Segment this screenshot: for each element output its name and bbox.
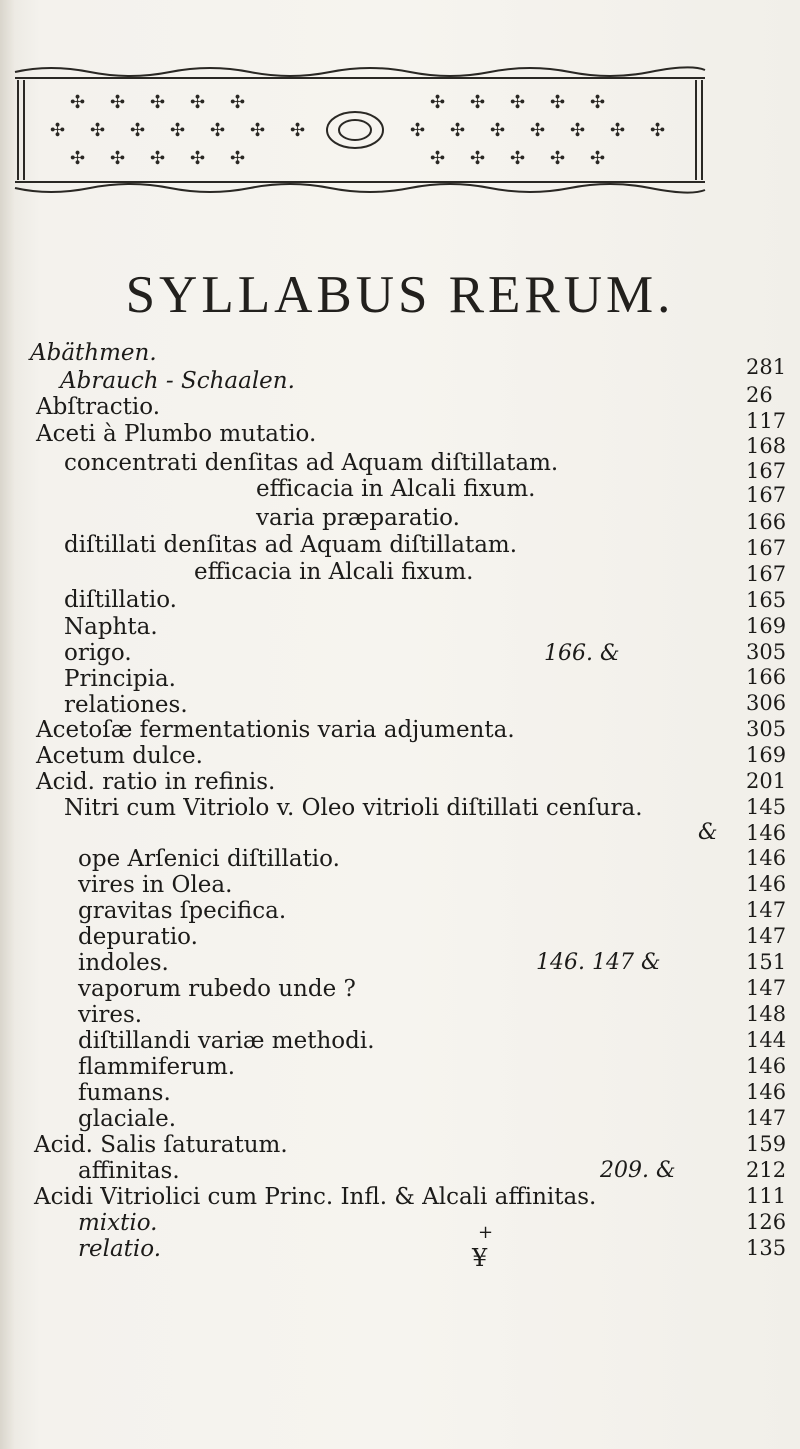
entry-text: diſtillatio. bbox=[64, 587, 177, 613]
entry-text: glaciale. bbox=[78, 1106, 177, 1132]
entry-text: Acetoſæ fermentationis varia adjumenta. bbox=[36, 717, 515, 743]
entry-page: 144 bbox=[746, 1028, 787, 1052]
entry-text: Acetum dulce. bbox=[36, 743, 203, 769]
svg-text:✣: ✣ bbox=[570, 120, 586, 141]
entry-text: mixtio. bbox=[78, 1210, 158, 1236]
svg-text:✣: ✣ bbox=[470, 92, 486, 113]
entry-page: 212 bbox=[746, 1158, 787, 1182]
entry-text: efficacia in Alcali fixum. bbox=[256, 476, 536, 502]
signature: ¥ bbox=[472, 1244, 488, 1272]
svg-text:✣: ✣ bbox=[90, 120, 106, 141]
entry-page: 159 bbox=[746, 1132, 787, 1156]
svg-text:✣: ✣ bbox=[550, 148, 566, 169]
entry-text: Acid. Salis ſaturatum. bbox=[34, 1132, 288, 1158]
svg-text:✣: ✣ bbox=[50, 120, 66, 141]
svg-text:✣: ✣ bbox=[170, 120, 186, 141]
entry-page: 281 bbox=[746, 355, 787, 379]
svg-text:✣: ✣ bbox=[110, 92, 126, 113]
svg-text:✣: ✣ bbox=[590, 148, 606, 169]
entry-page: 169 bbox=[746, 614, 787, 638]
entry-page: 147 bbox=[746, 976, 787, 1000]
svg-text:✣: ✣ bbox=[610, 120, 626, 141]
svg-text:✣: ✣ bbox=[210, 120, 226, 141]
svg-text:✣: ✣ bbox=[130, 120, 146, 141]
entry-extra: & bbox=[698, 820, 718, 845]
svg-text:✣: ✣ bbox=[190, 92, 206, 113]
svg-text:✣: ✣ bbox=[430, 92, 446, 113]
entry-extra: 146. 147 & bbox=[536, 950, 661, 975]
entry-text: fumans. bbox=[78, 1080, 171, 1106]
entry-text: Abrauch - Schaalen. bbox=[60, 368, 295, 394]
signature-mark: + bbox=[478, 1222, 494, 1243]
entry-text: flammiferum. bbox=[78, 1054, 236, 1080]
entry-page: 166 bbox=[746, 665, 787, 689]
entry-page: 169 bbox=[746, 743, 787, 767]
entry-text: Acid. ratio in refinis. bbox=[36, 769, 276, 795]
entry-page: 167 bbox=[746, 536, 787, 560]
entry-page: 167 bbox=[746, 483, 787, 507]
entry-page: 146 bbox=[746, 1054, 787, 1078]
entry-text: Naphta. bbox=[64, 614, 158, 640]
entry-text: relatio. bbox=[78, 1236, 162, 1262]
entry-text: origo. bbox=[64, 640, 132, 666]
entry-extra: 209. & bbox=[600, 1158, 676, 1183]
entry-text: Abſtractio. bbox=[36, 394, 161, 420]
svg-text:✣: ✣ bbox=[150, 92, 166, 113]
entry-page: 135 bbox=[746, 1236, 787, 1260]
svg-text:✣: ✣ bbox=[230, 92, 246, 113]
svg-text:✣: ✣ bbox=[550, 92, 566, 113]
entry-page: 167 bbox=[746, 459, 787, 483]
entry-page: 26 bbox=[746, 383, 773, 407]
svg-text:✣: ✣ bbox=[530, 120, 546, 141]
entry-page: 145 bbox=[746, 795, 787, 819]
svg-text:✣: ✣ bbox=[190, 148, 206, 169]
entry-page: 305 bbox=[746, 717, 787, 741]
entry-page: 305 bbox=[746, 640, 787, 664]
entry-text: Nitri cum Vitriolo v. Oleo vitrioli diſtillati cenſura. bbox=[64, 795, 643, 821]
entry-text: affinitas. bbox=[78, 1158, 180, 1184]
entry-text: Principia. bbox=[64, 666, 176, 692]
entry-page: 147 bbox=[746, 1106, 787, 1130]
svg-text:✣: ✣ bbox=[450, 120, 466, 141]
svg-text:✣: ✣ bbox=[590, 92, 606, 113]
entry-text: indoles. bbox=[78, 950, 169, 976]
svg-text:✣: ✣ bbox=[110, 148, 126, 169]
entry-page: 146 bbox=[746, 1080, 787, 1104]
entry-text: Aceti à Plumbo mutatio. bbox=[36, 421, 317, 447]
entry-page: 146 bbox=[746, 846, 787, 870]
entry-page: 201 bbox=[746, 769, 787, 793]
entry-text: vires. bbox=[78, 1002, 143, 1028]
entry-page: 166 bbox=[746, 510, 787, 534]
entry-extra: 166. & bbox=[544, 641, 620, 666]
svg-text:✣: ✣ bbox=[430, 148, 446, 169]
entry-page: 148 bbox=[746, 1002, 787, 1026]
entry-text: relationes. bbox=[64, 692, 188, 718]
entry-text: ope Arſenici diſtillatio. bbox=[78, 846, 340, 872]
svg-text:✣: ✣ bbox=[490, 120, 506, 141]
svg-text:✣: ✣ bbox=[70, 92, 86, 113]
page-edge bbox=[0, 0, 14, 1449]
entry-text: vaporum rubedo unde ? bbox=[78, 976, 356, 1002]
entry-page: 146 bbox=[746, 872, 787, 896]
svg-text:✣: ✣ bbox=[410, 120, 426, 141]
entry-page: 117 bbox=[746, 409, 787, 433]
entry-page: 151 bbox=[746, 950, 787, 974]
ornamental-header-border bbox=[10, 60, 710, 200]
entry-page: 126 bbox=[746, 1210, 787, 1234]
entry-text: depuratio. bbox=[78, 924, 198, 950]
entry-text: vires in Olea. bbox=[78, 872, 233, 898]
entry-text: gravitas ſpecifica. bbox=[78, 898, 287, 924]
entry-page: 168 bbox=[746, 434, 787, 458]
svg-text:✣: ✣ bbox=[230, 148, 246, 169]
entry-text: efficacia in Alcali fixum. bbox=[194, 559, 474, 585]
entry-text: Acidi Vitriolici cum Princ. Infl. & Alcali affinitas. bbox=[34, 1184, 597, 1210]
entry-page: 111 bbox=[746, 1184, 787, 1208]
svg-text:✣: ✣ bbox=[650, 120, 666, 141]
svg-text:✣: ✣ bbox=[70, 148, 86, 169]
entry-page: 306 bbox=[746, 691, 787, 715]
entry-page: 146 bbox=[746, 821, 787, 845]
entry-page: 147 bbox=[746, 924, 787, 948]
svg-text:✣: ✣ bbox=[150, 148, 166, 169]
entry-text: concentrati denſitas ad Aquam diſtillatam. bbox=[64, 450, 559, 476]
svg-text:✣: ✣ bbox=[510, 148, 526, 169]
page-title: SYLLABUS RERUM. bbox=[125, 266, 675, 324]
entry-text: diſtillati denſitas ad Aquam diſtillatam. bbox=[64, 532, 518, 558]
svg-text:✣: ✣ bbox=[470, 148, 486, 169]
svg-text:✣: ✣ bbox=[510, 92, 526, 113]
entry-page: 167 bbox=[746, 562, 787, 586]
entry-text: varia præparatio. bbox=[256, 505, 460, 531]
svg-text:✣: ✣ bbox=[290, 120, 306, 141]
entry-page: 165 bbox=[746, 588, 787, 612]
entry-page: 147 bbox=[746, 898, 787, 922]
svg-text:✣: ✣ bbox=[250, 120, 266, 141]
entry-text: Abäthmen. bbox=[30, 340, 157, 366]
entry-text: diſtillandi variæ methodi. bbox=[78, 1028, 375, 1054]
